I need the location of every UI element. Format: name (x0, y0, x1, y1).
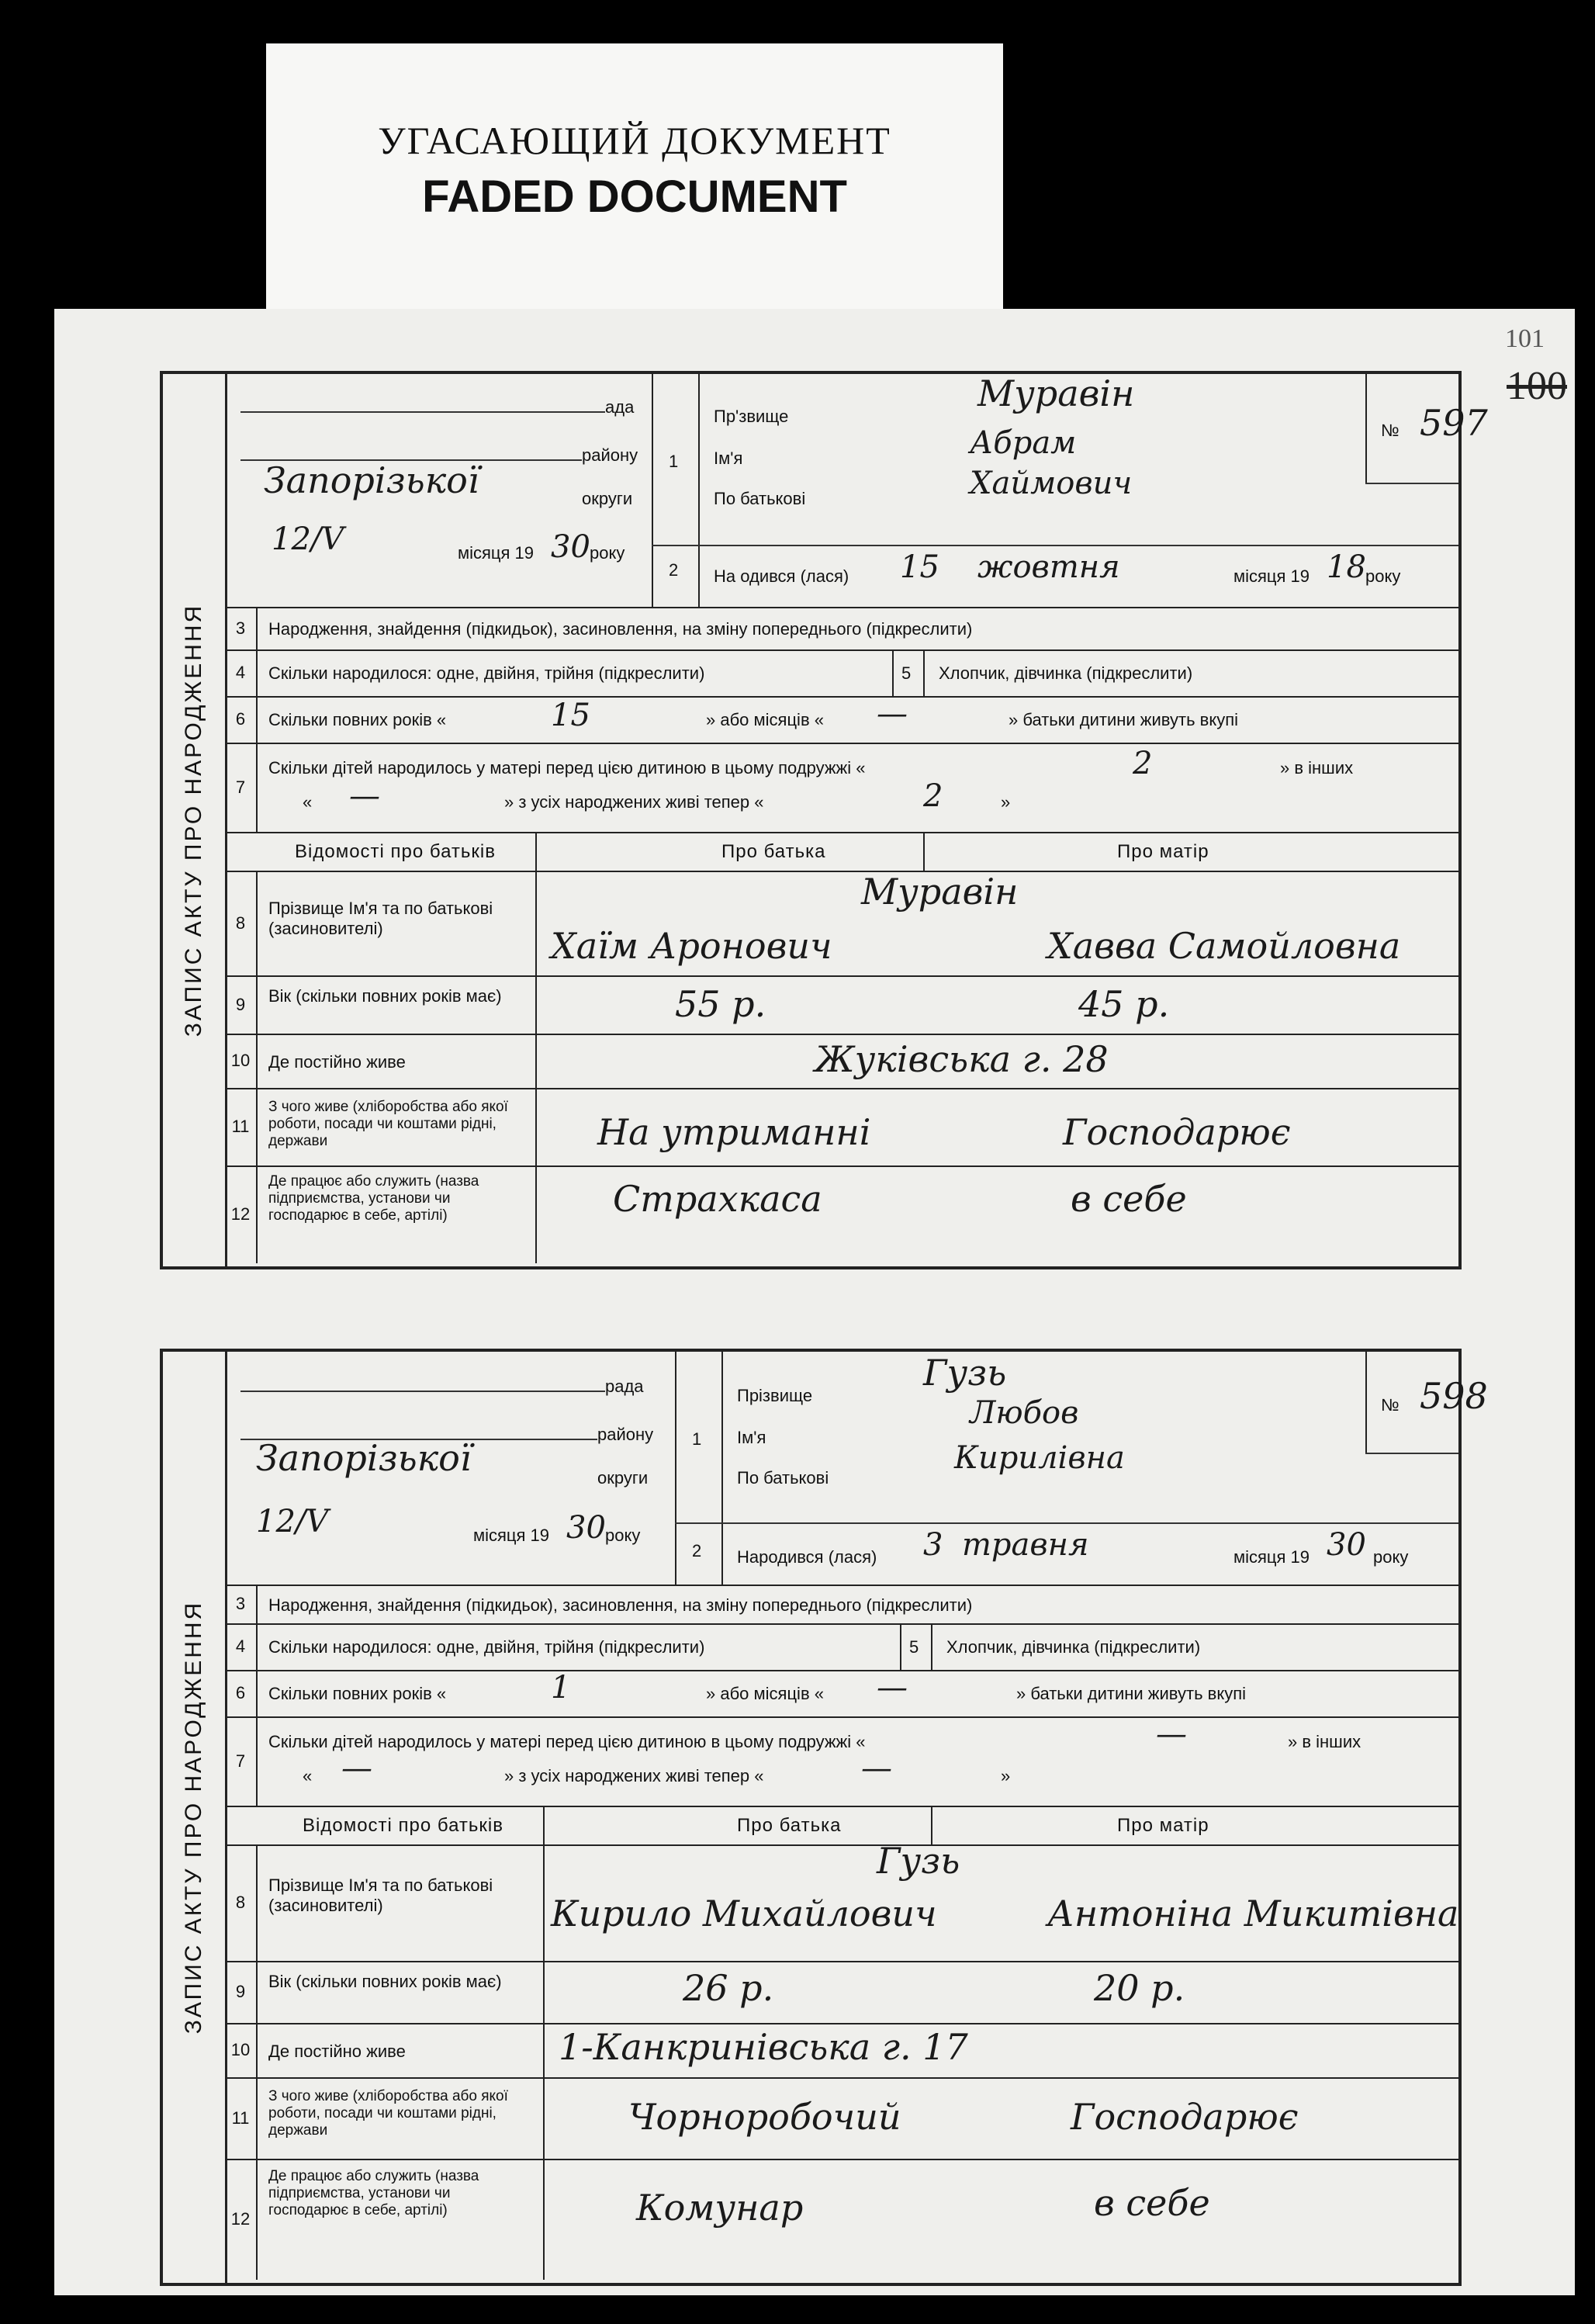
crossed-page-number: 100 (1507, 364, 1567, 408)
row-11: 11 З чого живе (хліборобства або якої роботи, посади чи коштами рідні, держави На утриманні Господарює (225, 1088, 1458, 1167)
page-number-annotation: 101 (1505, 324, 1545, 353)
children-other: — (341, 1751, 372, 1786)
birth-record-598 (160, 1349, 1488, 2286)
row-7: 7 Скільки дітей народилось у матері перед цією дитиною в цьому подружжі « 2 » в інших « — » з усіх народжених живі тепер « 2 » (225, 743, 1458, 833)
birth-record-597 (160, 371, 1488, 1269)
record-side-title: ЗАПИС АКТУ ПРО НАРОДЖЕННЯ (163, 374, 227, 1266)
parents-surname: Гузь (877, 1840, 960, 1882)
faded-document-stamp (266, 43, 1003, 310)
row-10: 10 Де постійно живе 1-Канкринівська г. 17 (225, 2023, 1458, 2079)
birth-month: травня (962, 1527, 1089, 1563)
record-number: 598 (1420, 1375, 1488, 1417)
row-11: 11 З чого живе (хліборобства або якої роботи, посади чи коштами рідні, держави Чорноробочий Господарює (225, 2077, 1458, 2160)
registration-year: 30 (566, 1510, 606, 1546)
row-3: 3 Народження, знайдення (підкидьок), засиновлення, на зміну попереднього (підкреслити) (225, 1585, 1458, 1625)
row-12: 12 Де працює або служить (назва підприємства, установи чи господарює в себе, артілі) Страхкаса в себе (225, 1165, 1458, 1263)
record-page (54, 309, 1575, 2295)
registration-year: 30 (551, 529, 590, 565)
child-name: Любов (970, 1395, 1079, 1431)
children-other: — (349, 778, 380, 814)
row-9: 9 Вік (скільки повних років має) 55 р. 45 р. (225, 975, 1458, 1035)
record-side-title: ЗАПИС АКТУ ПРО НАРОДЖЕННЯ (163, 1352, 227, 2283)
registration-day: 12/V (272, 521, 344, 557)
children-before: — (1156, 1716, 1187, 1752)
mother-work: в себе (1071, 1178, 1187, 1220)
header-block: ада району Запорізької округи 12/V місяця 19 30 року 1 2 Пр'звище Муравін Ім'я Абрам По батькові Хаймович На одився (лася) 15 жовтня місяця 19 18 року № 597 (225, 374, 1458, 608)
birth-month: жовтня (977, 549, 1120, 585)
months-together: — (877, 1670, 908, 1706)
row-4-5: 4 Скільки народилося: одне, двійня, трійня (підкреслити) 5 Хлопчик, дівчинка (підкреслити) (225, 1623, 1458, 1671)
row-6: 6 Скільки повних років « 15 » або місяців « — » батьки дитини живуть вкупі (225, 696, 1458, 744)
children-before: 2 (1133, 746, 1153, 781)
father-age: 26 р. (683, 1967, 774, 2009)
mother-income: Господарює (1063, 1111, 1291, 1153)
mother-work: в себе (1094, 2182, 1210, 2224)
row-3: 3 Народження, знайдення (підкидьок), засиновлення, на зміну попереднього (підкреслити) (225, 607, 1458, 651)
father-name: Хаїм Аронович (551, 925, 832, 967)
stamp-russian-text: УГАСАЮЩИЙ ДОКУМЕНТ (378, 119, 891, 162)
parents-surname: Муравін (861, 871, 1019, 913)
birth-day: 3 (923, 1527, 943, 1563)
record-number: 597 (1420, 402, 1488, 444)
address: 1-Канкринівська г. 17 (559, 2026, 968, 2068)
birth-day: 15 (900, 549, 939, 585)
child-patronymic: Кирилівна (954, 1440, 1125, 1476)
child-name: Абрам (970, 425, 1077, 461)
birth-year: 30 (1327, 1527, 1366, 1563)
row-8: 8 Прізвище Ім'я та по батькові (засиновителі) Муравін Хаїм Аронович Хавва Самойловна (225, 871, 1458, 977)
children-alive: — (861, 1751, 892, 1786)
parents-header: Відомості про батьків Про батька Про матір (225, 1806, 1458, 1846)
child-patronymic: Хаймович (970, 466, 1133, 501)
children-alive: 2 (923, 778, 943, 814)
father-work: Комунар (636, 2187, 804, 2229)
mother-age: 45 р. (1078, 983, 1170, 1025)
child-surname: Муравін (977, 372, 1135, 414)
mother-age: 20 р. (1094, 1967, 1185, 2009)
father-income: На утриманні (597, 1111, 871, 1153)
years-together: 1 (551, 1670, 571, 1706)
parents-header: Відомості про батьків Про батька Про матір (225, 832, 1458, 872)
mother-income: Господарює (1071, 2096, 1299, 2138)
header-block: рада району Запорізької округи 12/V місяця 19 30 року 1 2 Прізвище Гузь Ім'я Любов По батькові Кирилівна Народився (лася) 3 травня місяця 19 30 року № 598 (225, 1352, 1458, 1586)
years-together: 15 (551, 698, 590, 733)
mother-name: Хавва Самойловна (1047, 925, 1401, 967)
father-work: Страхкаса (613, 1178, 822, 1220)
address: Жуківська г. 28 (815, 1038, 1109, 1080)
row-6: 6 Скільки повних років « 1 » або місяців « — » батьки дитини живуть вкупі (225, 1670, 1458, 1718)
row-10: 10 Де постійно живе Жуківська г. 28 (225, 1034, 1458, 1089)
okrug-value: Запорізької (264, 459, 479, 501)
row-8: 8 Прізвище Ім'я та по батькові (засиновителі) Гузь Кирило Михайлович Антоніна Микитівна (225, 1844, 1458, 1962)
row-9: 9 Вік (скільки повних років має) 26 р. 20 р. (225, 1961, 1458, 2024)
birth-year: 18 (1327, 549, 1366, 585)
row-4-5: 4 Скільки народилося: одне, двійня, трійня (підкреслити) 5 Хлопчик, дівчинка (підкреслити) (225, 649, 1458, 698)
okrug-value: Запорізької (256, 1437, 472, 1479)
father-name: Кирило Михайлович (551, 1893, 937, 1934)
child-surname: Гузь (923, 1352, 1007, 1394)
father-age: 55 р. (675, 983, 766, 1025)
stamp-english-text: FADED DOCUMENT (422, 171, 847, 222)
row-7: 7 Скільки дітей народилось у матері перед цією дитиною в цьому подружжі « — » в інших « — » з усіх народжених живі тепер « — » (225, 1716, 1458, 1807)
father-income: Чорноробочий (628, 2096, 901, 2138)
months-together: — (877, 696, 908, 732)
registration-day: 12/V (256, 1504, 329, 1540)
row-12: 12 Де працює або служить (назва підприємства, установи чи господарює в себе, артілі) Комунар в себе (225, 2159, 1458, 2280)
mother-name: Антоніна Микитівна (1047, 1893, 1459, 1934)
